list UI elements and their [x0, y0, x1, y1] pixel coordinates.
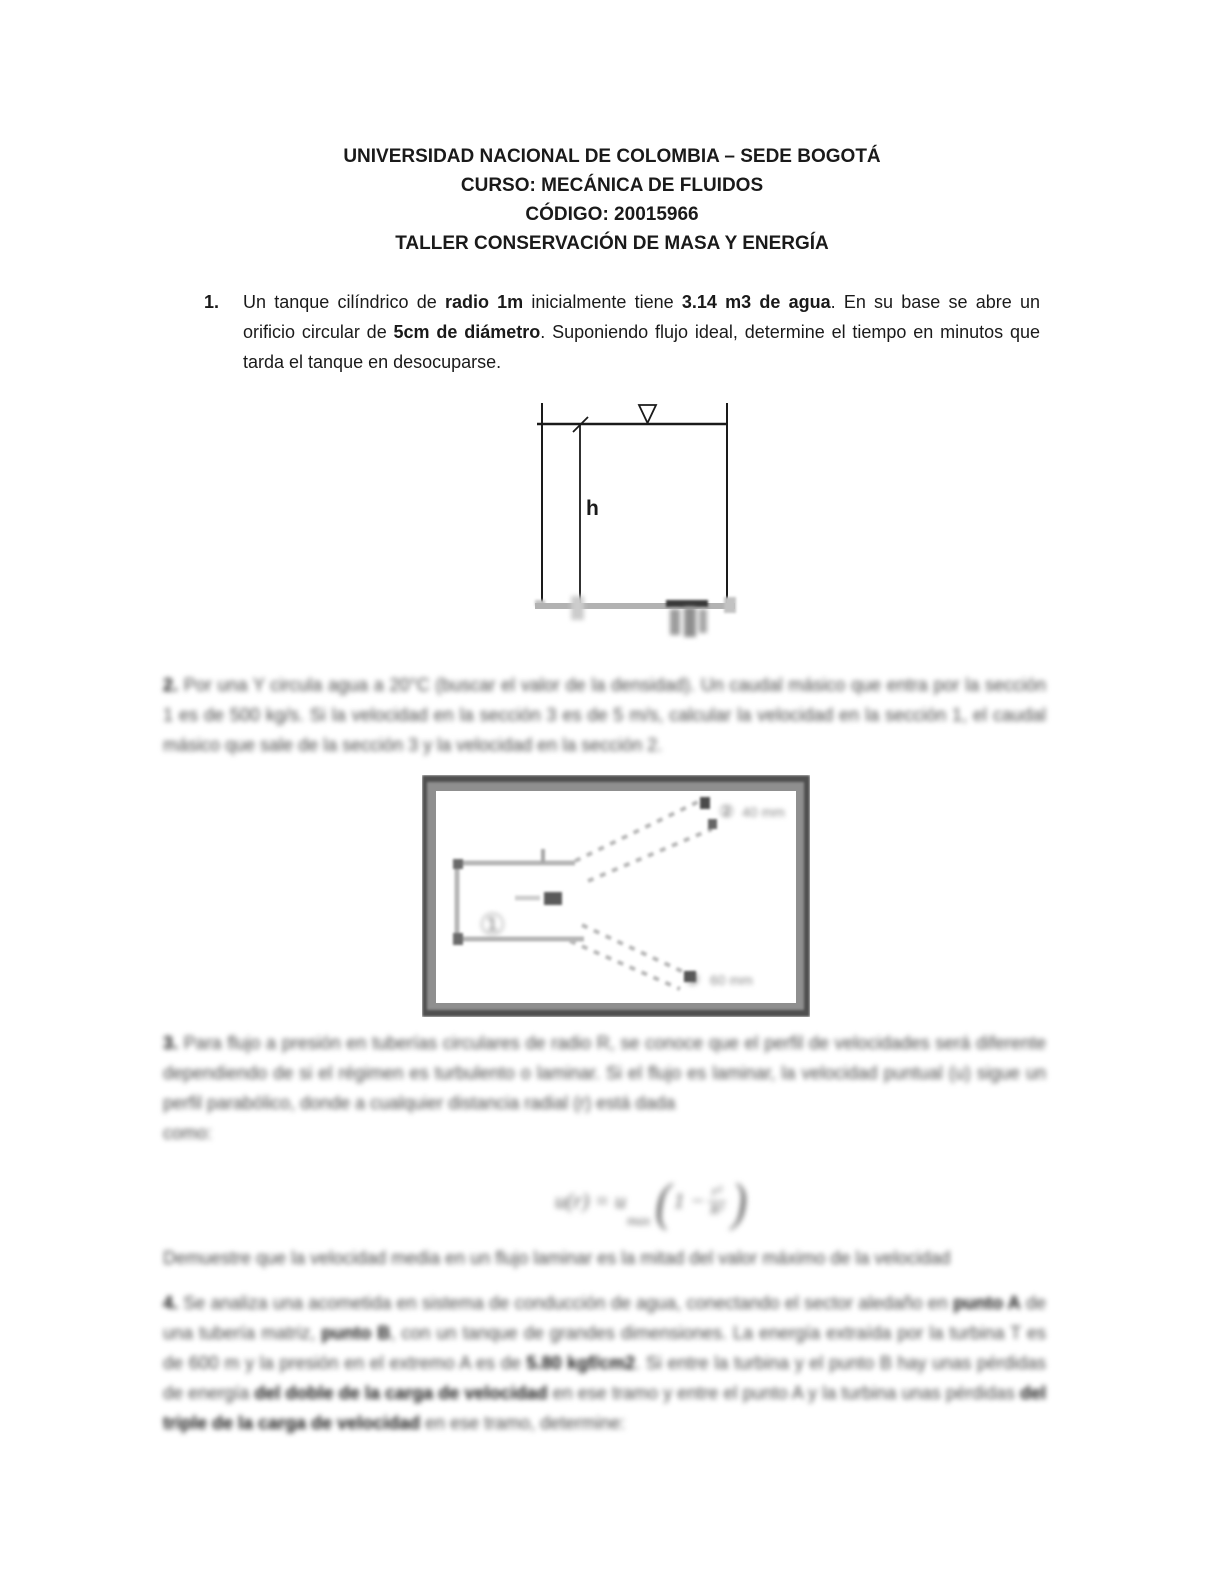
orifice	[666, 600, 708, 607]
bold-term-diameter: 5cm de diámetro	[393, 322, 541, 342]
bold-term-volume: 3.14 m3 de agua	[681, 292, 831, 312]
section-1-label: ①	[479, 909, 506, 942]
equation-fraction	[708, 1184, 726, 1219]
equation-lhs: u(r) = u	[554, 1188, 627, 1213]
close-paren: )	[731, 1171, 748, 1231]
problem-4-number: 4.	[163, 1293, 179, 1313]
dimension-end-mark	[571, 596, 584, 620]
problem-3-demonstration	[163, 1243, 1046, 1273]
problem-1-number: 1.	[204, 292, 220, 312]
outflow-stream	[699, 609, 707, 633]
wye-diagram	[422, 775, 810, 1017]
text-segment: Un tanque cilíndrico de	[243, 292, 445, 312]
problem-3	[163, 1028, 1046, 1148]
bold-term-pressure: 5.80 kgf/cm2	[526, 1353, 636, 1373]
fraction-numerator: r²	[711, 1183, 723, 1200]
equation-inner: 1 −	[673, 1188, 706, 1213]
bold-term-radius: radio 1m	[444, 292, 524, 312]
problem-3-tail: como:	[163, 1123, 213, 1143]
problem-1	[204, 287, 1040, 377]
pipe-corner	[453, 859, 463, 869]
wye-figure	[422, 775, 810, 1022]
water-surface-icon	[639, 405, 656, 423]
problem-2-number: 2.	[163, 675, 179, 695]
bold-term-double-head: del doble de la carga de velocidad	[254, 1383, 548, 1403]
demonstration-text: Demuestre que la velocidad media en un flujo laminar es la mitad del valor máximo de la velocidad	[163, 1248, 951, 1268]
problem-2	[163, 670, 1046, 760]
outflow-stream	[684, 607, 696, 637]
base-right-nub	[724, 597, 736, 613]
open-paren: (	[655, 1171, 671, 1231]
outflow-stream	[670, 609, 680, 635]
title-workshop: TALLER CONSERVACIÓN DE MASA Y ENERGÍA	[395, 233, 829, 254]
d3-label: 60 mm	[710, 972, 753, 988]
problem-4	[163, 1288, 1046, 1438]
text-segment: en ese tramo, determine:	[420, 1413, 626, 1433]
section-3-label: ③	[685, 970, 701, 989]
title-course: CURSO: MECÁNICA DE FLUIDOS	[460, 175, 764, 196]
text-segment: . Si entre la turbina y el punto B hay unas pérdidas de energía	[163, 1353, 1046, 1403]
pipe-corner	[453, 933, 463, 945]
branch-upper-cap	[708, 819, 717, 829]
outflow-jet	[670, 607, 707, 637]
bold-term-point-b: punto B	[321, 1323, 391, 1343]
bold-term-point-a: punto A	[953, 1293, 1021, 1313]
height-label: h	[586, 497, 599, 520]
problem-3-text: Para flujo a presión en tuberías circulares de radio R, se conoce que el perfil de velocidades será diferente dependiendo de si el régimen es turbulento o laminar. Si el flujo es laminar, la velocidad puntual (u) sigue un perfil parabólico, donde a cualquier distancia radial (r) está dada	[163, 1033, 1046, 1113]
text-segment: en ese tramo y entre el punto A y la turbina unas pérdidas	[547, 1383, 1020, 1403]
tank-diagram	[527, 393, 767, 655]
text-segment: de una tubería matriz,	[163, 1293, 1046, 1343]
text-segment: . En su base se abre un orificio circular de	[243, 292, 1040, 342]
section-2-label: ②	[719, 802, 735, 821]
text-segment: . Suponiendo flujo ideal, determine el tiempo en minutos que tarda el tanque en desocuparse.	[243, 322, 1041, 372]
velocity-profile-equation	[455, 1166, 850, 1236]
text-segment: inicialmente tiene	[523, 292, 682, 312]
problem-2-text: Por una Y circula agua a 20°C (buscar el valor de la densidad). Un caudal másico que entra por la sección 1 es de 500 kg/s. Si la velocidad en la sección 3 es de 5 m/s, calcular la velocidad en la sección 1, el caudal másico que sale de la sección 3 y la velocidad en la sección 2.	[163, 675, 1046, 755]
tank-figure	[527, 393, 767, 660]
problem-1-text	[243, 287, 1040, 377]
fraction-denominator: R²	[710, 1201, 724, 1218]
equation-subscript: max	[627, 1214, 651, 1229]
d2-label: 40 mm	[742, 804, 785, 820]
text-segment: Se analiza una acometida en sistema de conducción de agua, conectando el sector aledaño en	[178, 1293, 954, 1313]
text-segment: , con un tanque de grandes dimensiones. La energía extraída por la turbina T es de 600 m y la presión en el extremo A es de	[163, 1323, 1046, 1373]
bold-term-triple-head: del triple de la carga de velocidad	[163, 1383, 1046, 1433]
title-code: CÓDIGO: 20015966	[525, 204, 699, 225]
doc-header	[7, 142, 1217, 258]
title-university: UNIVERSIDAD NACIONAL DE COLOMBIA – SEDE BOGOTÁ	[343, 146, 881, 167]
problem-3-number: 3.	[163, 1033, 179, 1053]
branch-upper-cap	[700, 797, 710, 809]
flow-arrow-head	[544, 892, 562, 905]
